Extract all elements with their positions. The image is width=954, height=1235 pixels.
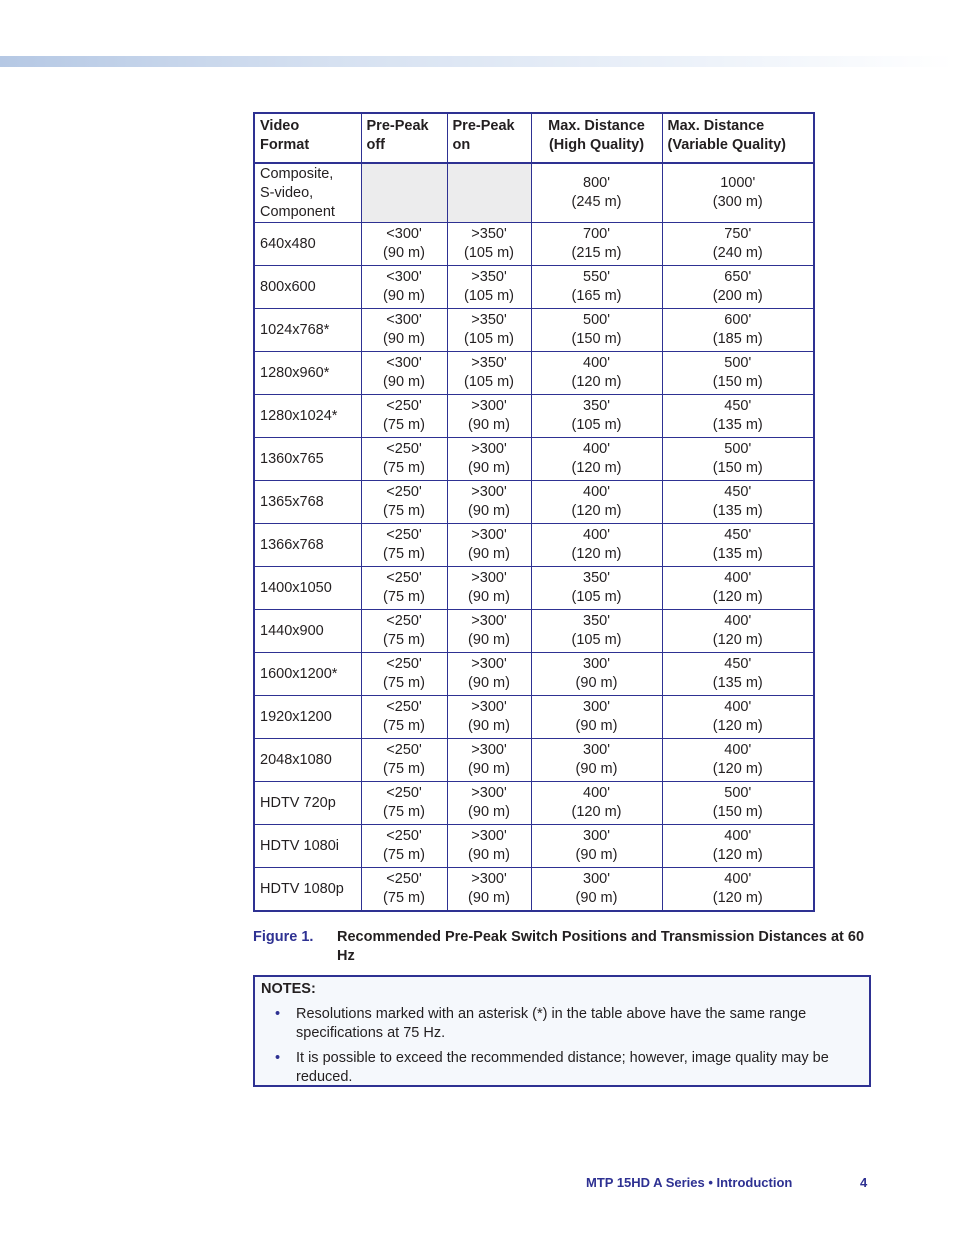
pre-peak-off-cell: <300' (90 m) — [361, 266, 447, 309]
shaded-empty-cell — [447, 163, 531, 223]
footer-page-number: 4 — [860, 1175, 868, 1190]
bullet-icon: • — [275, 1050, 281, 1066]
pre-peak-off-cell: <250' (75 m) — [361, 868, 447, 912]
high-quality-cell: 300' (90 m) — [531, 868, 662, 912]
pre-peak-off-cell: <250' (75 m) — [361, 739, 447, 782]
header-gradient-bar — [0, 56, 954, 67]
format-cell: 1600x1200* — [254, 653, 361, 696]
high-quality-cell: 500' (150 m) — [531, 309, 662, 352]
high-quality-cell: 700' (215 m) — [531, 223, 662, 266]
high-quality-cell: 550' (165 m) — [531, 266, 662, 309]
note-item — [273, 1005, 853, 1043]
pre-peak-off-cell: <300' (90 m) — [361, 309, 447, 352]
high-quality-cell: 300' (90 m) — [531, 696, 662, 739]
high-quality-cell: 400' (120 m) — [531, 524, 662, 567]
format-cell: 1365x768 — [254, 481, 361, 524]
header-pre-peak-off: Pre-Peak off — [361, 113, 447, 163]
pre-peak-on-cell: >300' (90 m) — [447, 825, 531, 868]
table-row — [254, 868, 814, 912]
variable-quality-cell: 500' (150 m) — [662, 352, 814, 395]
format-cell: 1360x765 — [254, 438, 361, 481]
format-cell: Composite, S-video, Component — [254, 163, 361, 223]
high-quality-cell: 400' (120 m) — [531, 438, 662, 481]
table-row — [254, 352, 814, 395]
high-quality-cell: 300' (90 m) — [531, 739, 662, 782]
variable-quality-cell: 400' (120 m) — [662, 825, 814, 868]
notes-list — [273, 1005, 853, 1093]
pre-peak-on-cell: >300' (90 m) — [447, 610, 531, 653]
format-cell: 1440x900 — [254, 610, 361, 653]
pre-peak-on-cell: >300' (90 m) — [447, 739, 531, 782]
high-quality-cell: 350' (105 m) — [531, 395, 662, 438]
variable-quality-cell: 400' (120 m) — [662, 868, 814, 912]
table-header-row — [254, 113, 814, 163]
note-item — [273, 1049, 853, 1087]
high-quality-cell: 300' (90 m) — [531, 825, 662, 868]
variable-quality-cell: 400' (120 m) — [662, 610, 814, 653]
format-cell: 1024x768* — [254, 309, 361, 352]
pre-peak-on-cell: >300' (90 m) — [447, 438, 531, 481]
variable-quality-cell: 400' (120 m) — [662, 696, 814, 739]
high-quality-cell: 400' (120 m) — [531, 352, 662, 395]
table-row — [254, 782, 814, 825]
distance-table — [253, 112, 815, 912]
pre-peak-off-cell: <250' (75 m) — [361, 696, 447, 739]
pre-peak-off-cell: <250' (75 m) — [361, 524, 447, 567]
pre-peak-off-cell: <250' (75 m) — [361, 653, 447, 696]
pre-peak-off-cell: <250' (75 m) — [361, 782, 447, 825]
header-max-distance-variable: Max. Distance (Variable Quality) — [662, 113, 814, 163]
note-text: Resolutions marked with an asterisk (*) in the table above have the same range specifications at 75 Hz. — [296, 1006, 807, 1041]
pre-peak-on-cell: >300' (90 m) — [447, 481, 531, 524]
variable-quality-cell: 650' (200 m) — [662, 266, 814, 309]
pre-peak-off-cell: <250' (75 m) — [361, 481, 447, 524]
pre-peak-on-cell: >350' (105 m) — [447, 266, 531, 309]
pre-peak-off-cell: <300' (90 m) — [361, 352, 447, 395]
table-row — [254, 825, 814, 868]
pre-peak-on-cell: >300' (90 m) — [447, 696, 531, 739]
table-row — [254, 438, 814, 481]
high-quality-cell: 350' (105 m) — [531, 567, 662, 610]
table-row — [254, 223, 814, 266]
figure-caption — [253, 928, 873, 966]
variable-quality-cell: 600' (185 m) — [662, 309, 814, 352]
variable-quality-cell: 400' (120 m) — [662, 567, 814, 610]
variable-quality-cell: 450' (135 m) — [662, 653, 814, 696]
table-row — [254, 266, 814, 309]
format-cell: 1280x1024* — [254, 395, 361, 438]
format-cell: 800x600 — [254, 266, 361, 309]
notes-heading: NOTES: — [261, 981, 316, 997]
format-cell: 640x480 — [254, 223, 361, 266]
pre-peak-on-cell: >300' (90 m) — [447, 524, 531, 567]
footer-doc-title: MTP 15HD A Series • Introduction — [586, 1175, 793, 1190]
header-video-format: Video Format — [254, 113, 361, 163]
high-quality-cell: 300' (90 m) — [531, 653, 662, 696]
bullet-icon: • — [275, 1006, 281, 1022]
pre-peak-on-cell: >300' (90 m) — [447, 782, 531, 825]
shaded-empty-cell — [361, 163, 447, 223]
variable-quality-cell: 500' (150 m) — [662, 782, 814, 825]
format-cell: HDTV 720p — [254, 782, 361, 825]
table-row — [254, 739, 814, 782]
high-quality-cell: 350' (105 m) — [531, 610, 662, 653]
pre-peak-off-cell: <250' (75 m) — [361, 610, 447, 653]
variable-quality-cell: 500' (150 m) — [662, 438, 814, 481]
variable-quality-cell: 450' (135 m) — [662, 395, 814, 438]
format-cell: 2048x1080 — [254, 739, 361, 782]
pre-peak-off-cell: <250' (75 m) — [361, 567, 447, 610]
pre-peak-on-cell: >350' (105 m) — [447, 352, 531, 395]
note-text: It is possible to exceed the recommended distance; however, image quality may be reduced. — [296, 1050, 829, 1085]
format-cell: 1280x960* — [254, 352, 361, 395]
pre-peak-on-cell: >300' (90 m) — [447, 567, 531, 610]
pre-peak-off-cell: <250' (75 m) — [361, 825, 447, 868]
high-quality-cell: 400' (120 m) — [531, 481, 662, 524]
table-row — [254, 610, 814, 653]
variable-quality-cell: 450' (135 m) — [662, 524, 814, 567]
pre-peak-on-cell: >300' (90 m) — [447, 868, 531, 912]
table-row — [254, 309, 814, 352]
variable-quality-cell: 400' (120 m) — [662, 739, 814, 782]
table-row — [254, 395, 814, 438]
table-row — [254, 653, 814, 696]
table-row — [254, 163, 814, 223]
header-pre-peak-on: Pre-Peak on — [447, 113, 531, 163]
table-row — [254, 567, 814, 610]
pre-peak-on-cell: >350' (105 m) — [447, 223, 531, 266]
pre-peak-on-cell: >300' (90 m) — [447, 395, 531, 438]
pre-peak-off-cell: <250' (75 m) — [361, 438, 447, 481]
variable-quality-cell: 1000' (300 m) — [662, 163, 814, 223]
format-cell: HDTV 1080i — [254, 825, 361, 868]
format-cell: 1920x1200 — [254, 696, 361, 739]
header-max-distance-high: Max. Distance (High Quality) — [531, 113, 662, 163]
pre-peak-off-cell: <250' (75 m) — [361, 395, 447, 438]
table-row — [254, 481, 814, 524]
pre-peak-on-cell: >350' (105 m) — [447, 309, 531, 352]
pre-peak-on-cell: >300' (90 m) — [447, 653, 531, 696]
format-cell: 1366x768 — [254, 524, 361, 567]
format-cell: HDTV 1080p — [254, 868, 361, 912]
table-row — [254, 524, 814, 567]
variable-quality-cell: 750' (240 m) — [662, 223, 814, 266]
table-row — [254, 696, 814, 739]
figure-label: Figure 1. — [253, 929, 314, 945]
figure-title: Recommended Pre-Peak Switch Positions and Transmission Distances at 60 Hz — [337, 929, 865, 964]
pre-peak-off-cell: <300' (90 m) — [361, 223, 447, 266]
format-cell: 1400x1050 — [254, 567, 361, 610]
high-quality-cell: 400' (120 m) — [531, 782, 662, 825]
high-quality-cell: 800' (245 m) — [531, 163, 662, 223]
notes-box — [253, 975, 871, 1087]
variable-quality-cell: 450' (135 m) — [662, 481, 814, 524]
